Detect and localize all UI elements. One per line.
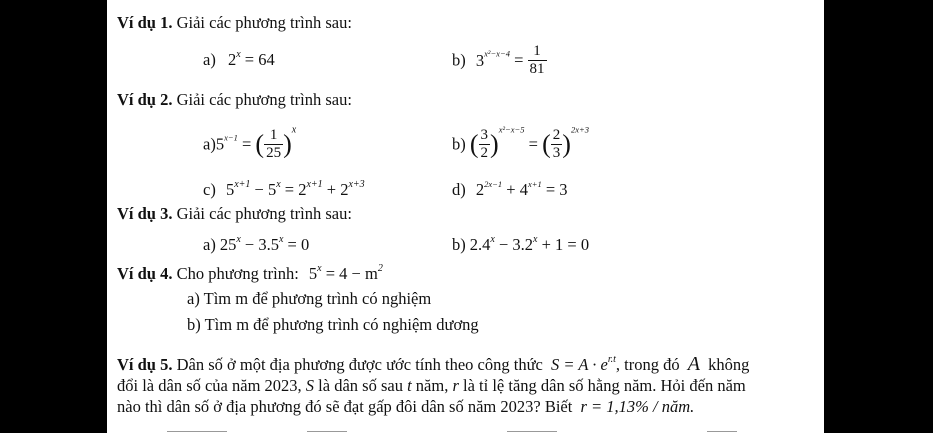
page-bottom-rule — [707, 431, 737, 432]
page-bottom-rule — [507, 431, 557, 432]
example-1b: b) $3^{x^2-x-4}$ = $\frac{1}{81}$ — [452, 43, 545, 77]
example-2d: d) $2^{2x-1} + 4^{x+1} = 3$ — [452, 179, 568, 199]
example-3b: b) $2.4^x - 3.2^x + 1 = 0$ — [452, 234, 590, 254]
example-2b: b) ( $\frac{3}{2}$ )$^{x^2-x-5}$ = ( $\frac{2}{3}$ )$^{2x+3}$ — [452, 124, 589, 161]
example-1-heading: Ví dụ 1. Giải các phương trình sau: — [117, 13, 352, 32]
example-5-line-1: Ví dụ 5. Dân số ở một địa phương được ước tính theo công thức $S = A \cdot e^{r.t}$, trong đó A không — [117, 353, 750, 375]
example-1a: a) $2^x = 64$ — [203, 49, 275, 69]
page-bottom-rule — [167, 431, 227, 432]
example-2-heading: Ví dụ 2. Giải các phương trình sau: — [117, 90, 352, 109]
example-4-heading: Ví dụ 4. Cho phương trình: $5^x = 4 - m^2$ — [117, 263, 383, 283]
fraction-2-3: $\frac{2}{3}$ — [552, 127, 561, 161]
fraction-1-25: $\frac{1}{25}$ — [266, 127, 282, 161]
example-3-heading: Ví dụ 3. Giải các phương trình sau: — [117, 204, 352, 223]
example-4a: a) Tìm m để phương trình có nghiệm — [187, 289, 432, 308]
example-2c: c) $5^{x+1} - 5^x = 2^{x+1} + 2^{x+3}$ — [203, 179, 365, 199]
example-5-line-3: nào thì dân số ở địa phương đó sẽ đạt gấp đôi dân số năm 2023? Biết r = 1,13% / năm. — [117, 397, 695, 416]
example-5-paragraph — [117, 354, 817, 417]
example-5-line-2: đổi là dân số của năm 2023, S là dân số sau t năm, r là tỉ lệ tăng dân số hằng năm. Hỏi đến năm — [117, 376, 746, 395]
example-4b: b) Tìm m để phương trình có nghiệm dương — [187, 315, 479, 334]
document-page — [107, 0, 824, 433]
fraction-1-81: $\frac{1}{81}$ — [529, 43, 545, 77]
page-bottom-rule — [307, 431, 347, 432]
example-2a: $a)5^{x-1}$ = ( $\frac{1}{25}$ )$^x$ — [203, 124, 297, 161]
example-3a: a) $25^x - 3.5^x = 0$ — [203, 234, 310, 254]
fraction-3-2: $\frac{3}{2}$ — [480, 127, 489, 161]
